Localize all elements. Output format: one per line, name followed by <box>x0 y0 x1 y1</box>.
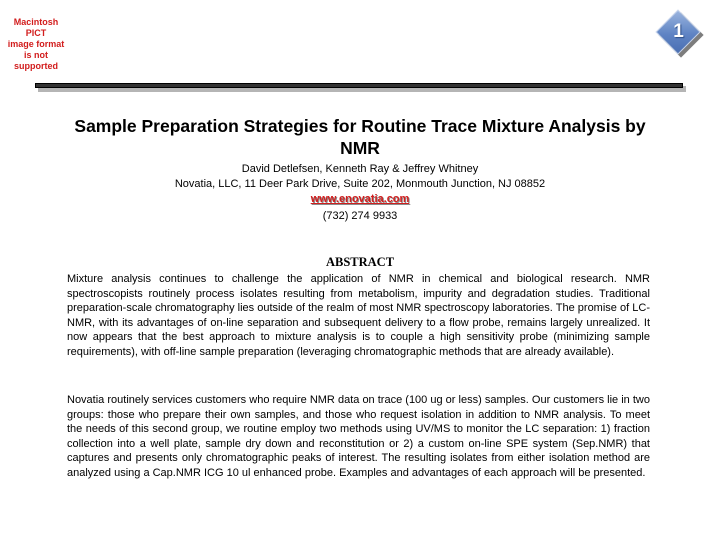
slide-number: 1 <box>673 21 684 42</box>
unsupported-image-placeholder <box>4 17 68 72</box>
authors: David Detlefsen, Kenneth Ray & Jeffrey Whitney <box>241 163 479 175</box>
affiliation: Novatia, LLC, 11 Deer Park Drive, Suite 202, Monmouth Junction, NJ 08852 <box>174 178 546 190</box>
phone-number: (732) 274 9933 <box>322 210 398 222</box>
abstract-paragraph-1: Mixture analysis continues to challenge the application of NMR in chemical and biological research. NMR spectroscopists routinely process isolates resulting from metabolism, impurity and degradation studies. Traditional preparation-scale chromatography lies outside of the realm of most NMR spectroscopy laboratories. The promise of LC-NMR, with its advantages of on-line separation and subsequent delivery to a flow probe, remains largely unrealized. It now appears that the best approach to mixture analysis is to couple a high sensitivity probe (minimizing sample requirements), with off-line sample preparation (leveraging chromatographic methods that are already available). <box>67 273 650 358</box>
abstract-paragraph-2: Novatia routinely services customers who require NMR data on trace (100 ug or less) samples. Our customers lie in two groups: those who prepare their own samples, and those who request isolation in addition to NMR analysis. To meet the needs of this second group, we routine employ two methods using UV/MS to monitor the LC separation: 1) fraction collection into a well plate, sample dry down and reconstitution or 2) a custom on-line SPE system (Sep.NMR) that captures and presents only chromatographic peaks of interest. The resulting isolates from either isolation method are analyzed using a Cap.NMR ICG 10 ul enhanced probe. Examples and advantages of each approach will be presented. <box>67 394 650 479</box>
abstract-heading: ABSTRACT <box>325 255 395 269</box>
placeholder-line: Macintosh PICT <box>13 17 59 38</box>
placeholder-line: is not supported <box>14 50 58 71</box>
header-rule <box>35 83 683 88</box>
placeholder-line: image format <box>7 39 65 49</box>
website <box>60 192 660 206</box>
slide-number-badge <box>656 10 702 56</box>
website-link[interactable]: www.enovatia.com <box>310 193 410 205</box>
document-title: Sample Preparation Strategies for Routine Trace Mixture Analysis by NMR <box>74 116 646 158</box>
